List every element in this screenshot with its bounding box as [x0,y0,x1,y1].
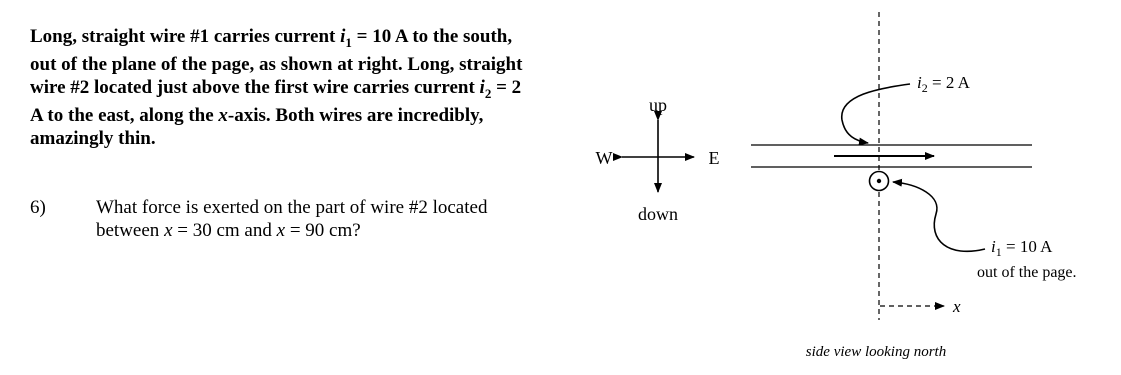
compass-east-label: E [708,148,720,168]
compass [596,95,720,224]
i2-variable: i [479,76,485,98]
question-number: 6) [30,197,46,218]
x2-variable: x [276,219,286,241]
question-text-3: = 90 cm? [285,219,361,241]
diagram-caption: side view looking north [805,344,947,360]
wire-2-current-label [917,73,971,95]
i1-variable: i [340,26,346,47]
intro-text-2: = 10 A to the south, out of the plane of the page, as shown at right. Long, straight wire #2 located just above the first wire carries current [30,26,523,98]
wire-2 [751,145,1032,167]
compass-west-label: W [595,148,613,168]
question-text-2: = 30 cm and [172,219,277,241]
i1-label-var: i [991,237,996,256]
i1-subscript: 1 [345,34,352,50]
i1-label-value: = 10 A [1001,237,1053,256]
wire-1-dot [877,179,881,183]
intro-text-4: -axis. Both wires are incredibly, amazingly thin. [30,105,484,149]
i2-label-var: i [917,73,922,92]
wire-1-current-label [991,237,1053,259]
i2-label-sub: 2 [921,81,928,95]
x-variable: x [218,105,228,127]
compass-up-label: up [649,95,667,115]
wire-2-pointer-curve [842,84,910,143]
wire-1-pointer-curve [893,182,985,251]
intro-text-1: Long, straight wire #1 carries current [30,26,341,47]
wire-1-out-of-page-symbol [870,172,889,191]
question-text-1: What force is exerted on the part of wire #2 located between [96,197,488,241]
x1-variable: x [164,219,173,241]
i2-subscript: 2 [484,85,492,101]
i2-label-value: = 2 A [927,73,970,92]
compass-down-label: down [638,204,678,224]
intro-text-3: = 2 A to the east, along the [30,76,522,127]
x-axis-label: x [953,297,961,316]
i1-label-sub: 1 [995,245,1002,259]
wire-1-direction-label: out of the page. [977,264,1077,281]
